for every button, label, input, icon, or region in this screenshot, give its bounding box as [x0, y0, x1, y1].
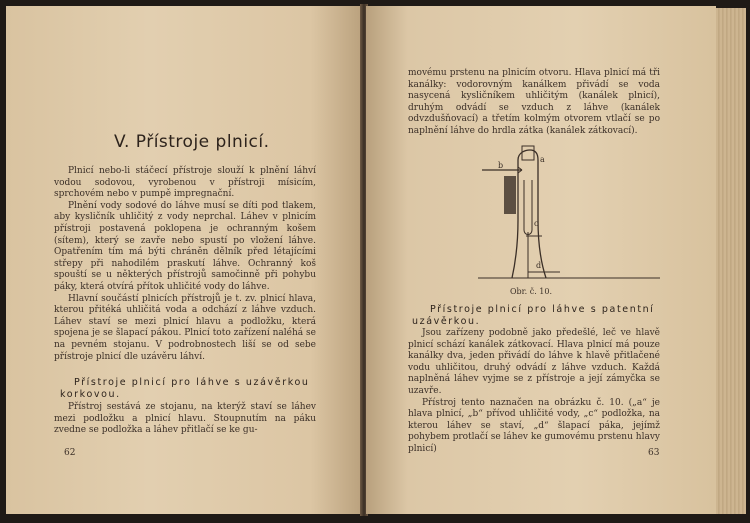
figure-label-d: d [536, 261, 542, 270]
paragraph: Plnicí nebo-li stáčecí přístroje slouží k plnění láhví vodou sodovou, vyrobenou v přístroji mísicím, sprchovém nebo v pumpě impregnační. [54, 166, 316, 200]
paragraph: Jsou zařízeny podobně jako předešlé, leč ve hlavě plnicí schází kanálek zátkovací. Hlava plnicí má pouze kanálky dva, jeden přivádí do láhve k hlavě přitlačené vodu uhličitou, druhý odvádí z láhve vzduch. Každá naplněná láhev vyjme se z přístroje a její zámyčka se uzavře. [408, 328, 660, 396]
left-body [54, 166, 316, 363]
figure-label-b: b [498, 161, 504, 170]
left-page [6, 6, 364, 514]
section-subheading: Přístroje plnicí pro láhve s patentní uzávěrkou. [412, 304, 655, 327]
paragraph: Plnění vody sodové do láhve musí se díti pod tlakem, aby kysličník uhličitý z vody neprchal. Láhev v plnicím přístroji postavená poklopena je ochranným košem (sítem), který se zavře nebo spustí po vložení láhve. Opatřením tím má býti chráněn dělník před létajícími střepy při nahodilém praskutí láhve. Ochranný koš spouští se u některých přístrojů samočinně při pohybu páky, která otvírá přítok uhličité vody do láhve. [54, 200, 316, 292]
paragraph: movému prstenu na plnicím otvoru. Hlava plnicí má tři kanálky: vodorovným kanálkem přivádí se voda nasycená kysličníkem uhličitým (kanálek plnicí), druhým odvádí se vzduch z láhve (kanálek odvzdušňovací) a třetím kolmým otvorem vtlačí se po naplnění láhve do hrdla zátka (kanálek zátkovací). [408, 68, 660, 136]
chapter-heading: V. Přístroje plnicí. [114, 132, 270, 152]
paragraph: Hlavní součástí plnicích přístrojů je t. zv. plnicí hlava, kterou přitéká uhličitá voda a odchází z láhve vzduch. Láhev staví se mezi plnicí hlavu a podložku, která spojena je se šlapací pákou. Plnicí toto zařízení naléhá se na pevném stojanu. V podrobnostech liší se od sebe přístroje plnicí dle uzávěru láhví. [54, 293, 316, 362]
left-last-paragraph [54, 402, 316, 437]
figure-label-a: a [540, 155, 545, 164]
paragraph: Přístroj tento naznačen na obrázku č. 10. („a“ je hlava plnicí, „b“ přívod uhličité vody, „c“ podložka, na kterou láhev se staví, „d“ šlapací páka, jejímž pohybem protlačí se láhev ke gumovému prstenu hlavy plnicí) [408, 397, 660, 454]
right-body [408, 328, 660, 456]
figure-bottling-apparatus [474, 140, 664, 286]
page-edges [716, 8, 746, 514]
right-page [366, 6, 716, 514]
page-number: 63 [648, 448, 660, 458]
page-number: 62 [64, 448, 76, 458]
right-top-text [408, 68, 660, 138]
figure-label-c: c [534, 219, 539, 228]
paragraph: Přístroj sestává ze stojanu, na kterýž staví se láhev mezi podložku a plnicí hlavu. Stoupnutím na páku zvedne se podložka a láhev přitlačí se ke gu- [54, 402, 316, 436]
section-subheading: Přístroje plnicí pro láhve s uzávěrkou korkovou. [60, 377, 310, 400]
figure-caption: Obr. č. 10. [510, 287, 552, 296]
